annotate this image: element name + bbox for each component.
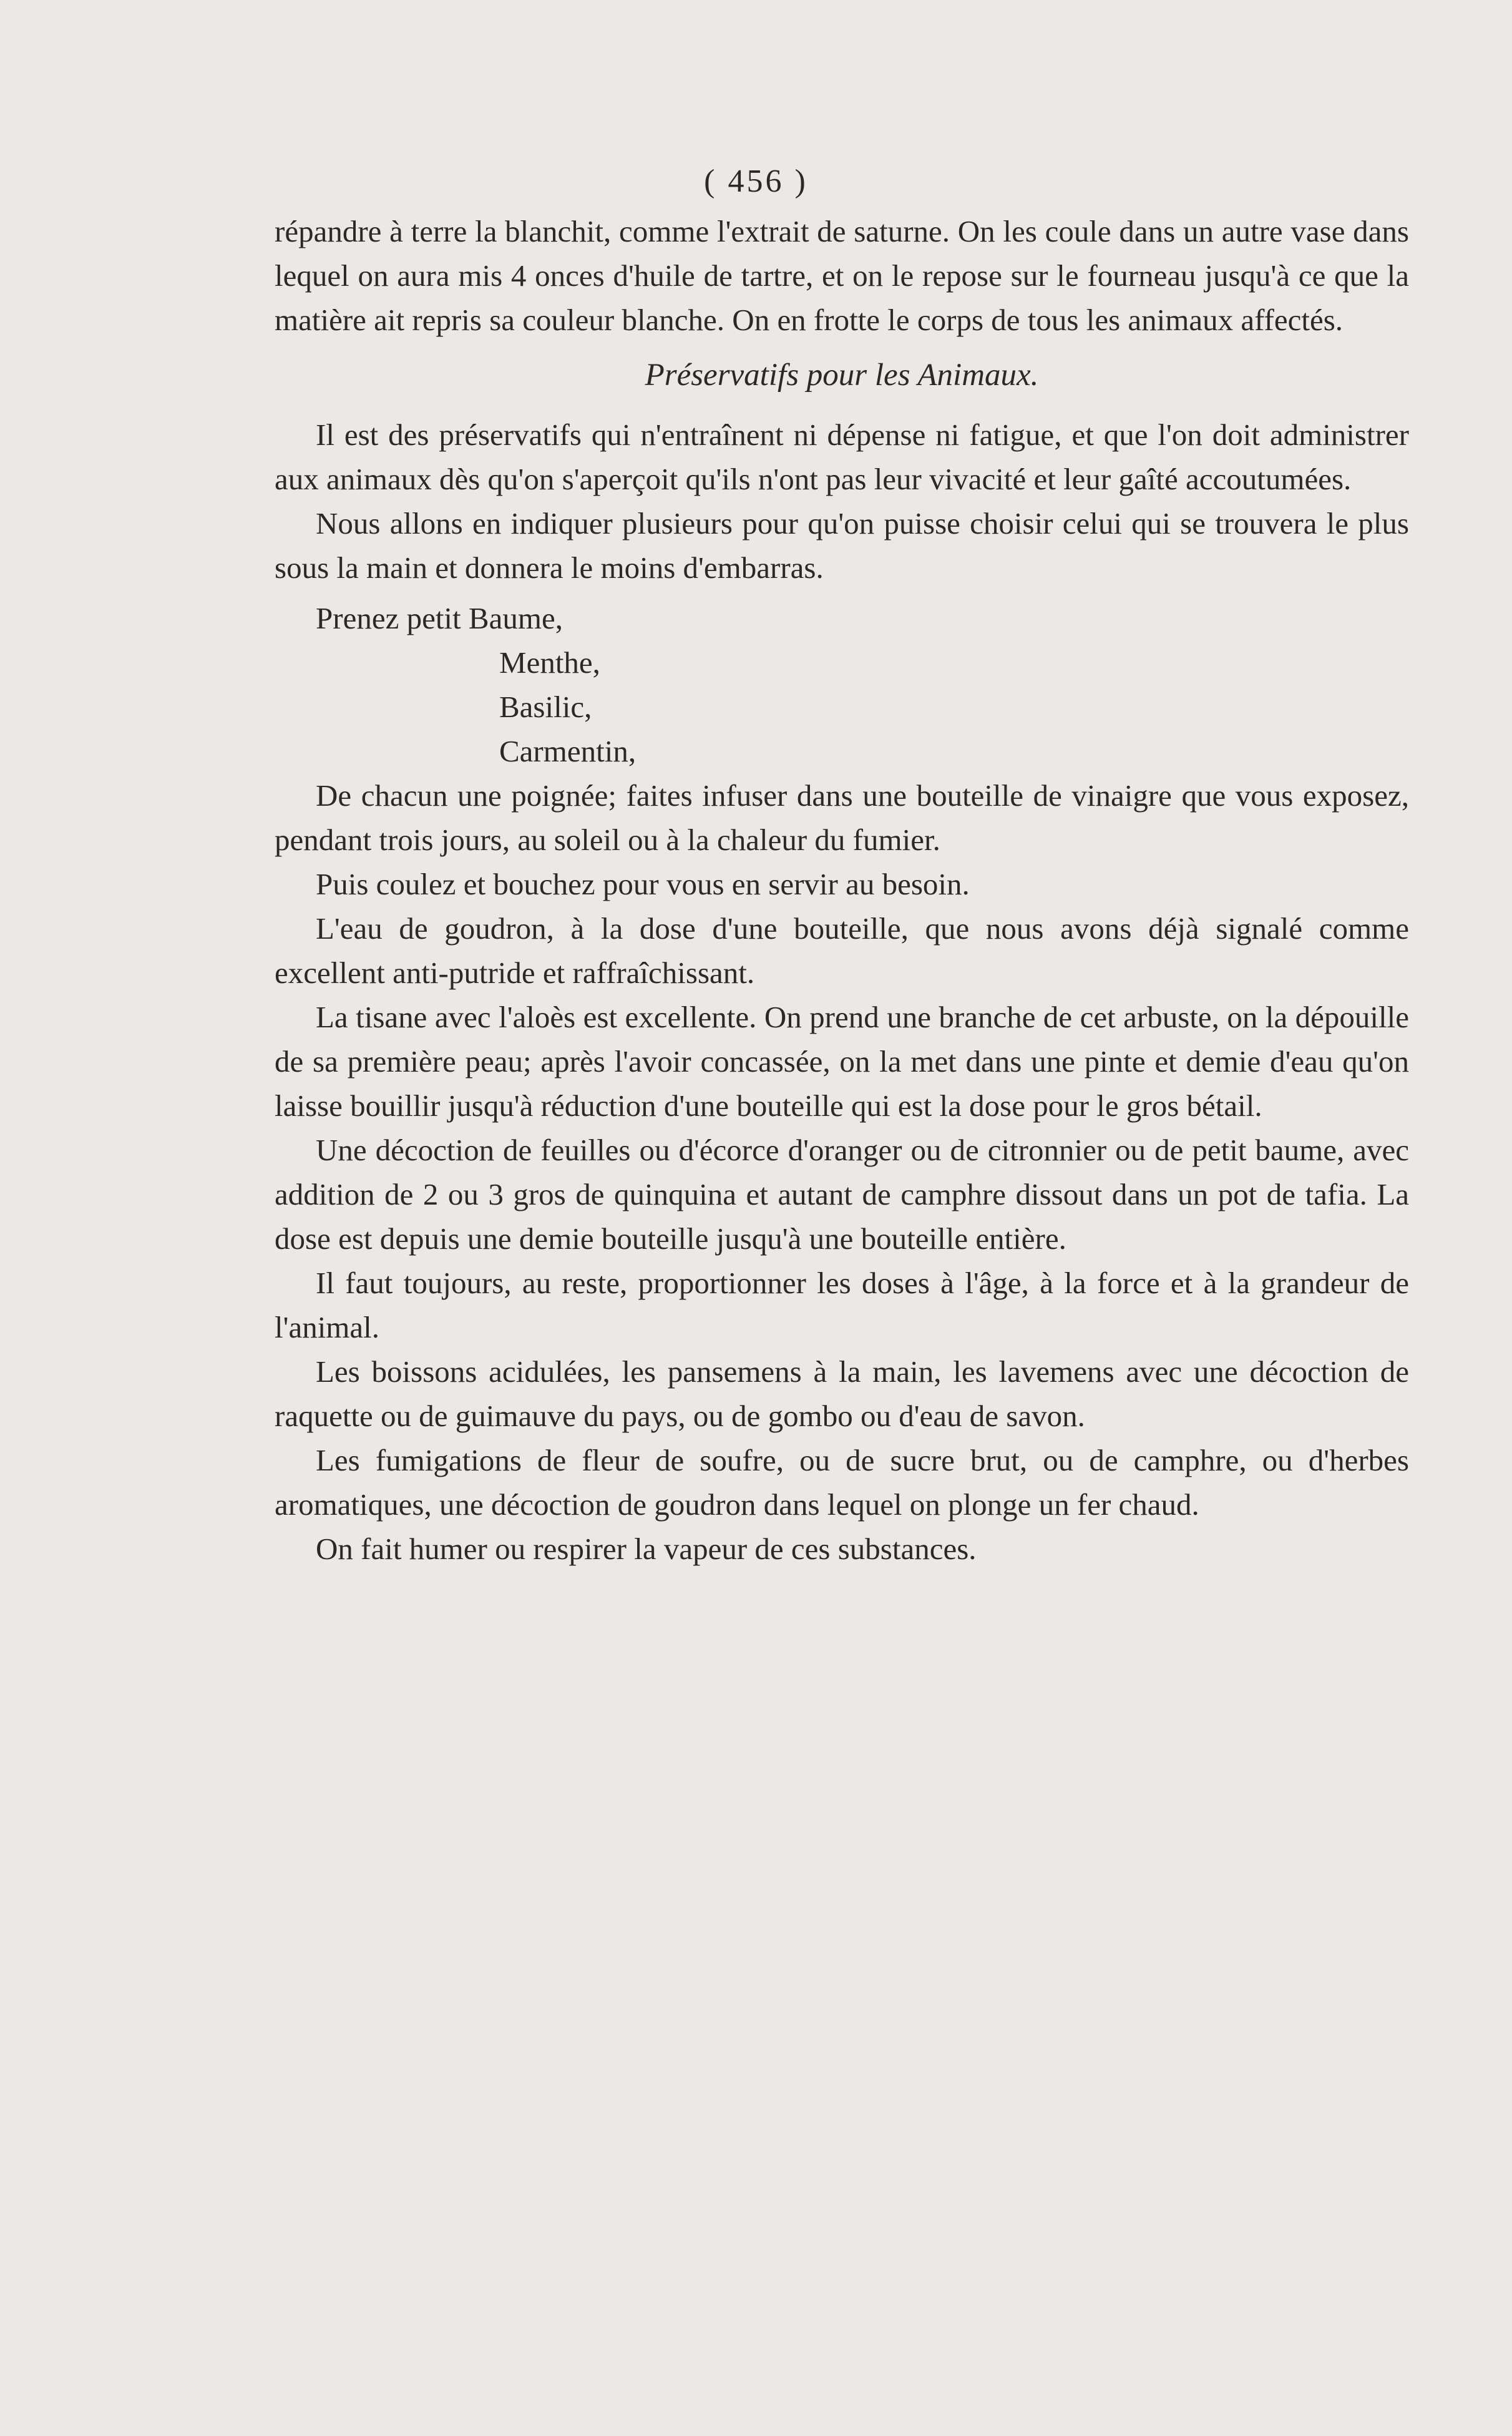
paragraph: Nous allons en indiquer plusieurs pour qu'on puisse choisir celui qui se trouvera le plus sous la main et donnera le moins d'embarras. xyxy=(275,506,1409,585)
paragraph: Il faut toujours, au reste, proportionner les doses à l'âge, à la force et à la grandeur de l'animal. xyxy=(275,1266,1409,1344)
ingredient-item: Carmentin, xyxy=(499,734,637,768)
ingredient-list xyxy=(275,596,1409,773)
ingredient-item: Basilic, xyxy=(499,690,592,724)
ingredient-intro: Prenez petit Baume, xyxy=(316,601,563,635)
paragraph: Il est des préservatifs qui n'entraînent ni dépense ni fatigue, et que l'on doit administrer aux animaux dès qu'on s'aperçoit qu'ils n'ont pas leur vivacité et leur gaîté accoutumées. xyxy=(275,418,1409,496)
paragraph: La tisane avec l'aloès est excellente. On prend une branche de cet arbuste, on la dépouille de sa première peau; après l'avoir concassée, on la met dans une pinte et demie d'eau qu'on laisse bouillir jusqu'à réduction d'une bouteille qui est la dose pour le gros bétail. xyxy=(275,1000,1409,1123)
page-number: ( 456 ) xyxy=(704,164,808,199)
body-text xyxy=(275,209,1409,1571)
paragraph: L'eau de goudron, à la dose d'une bouteille, que nous avons déjà signalé comme excellent anti-putride et raffraîchissant. xyxy=(275,911,1409,990)
paragraph: On fait humer ou respirer la vapeur de ces substances. xyxy=(316,1532,977,1566)
paragraph: De chacun une poignée; faites infuser dans une bouteille de vinaigre que vous exposez, pendant trois jours, au soleil ou à la chaleur du fumier. xyxy=(275,778,1409,857)
paragraph: Les fumigations de fleur de soufre, ou de sucre brut, ou de camphre, ou d'herbes aromatiques, une décoction de goudron dans lequel on plonge un fer chaud. xyxy=(275,1443,1409,1522)
ingredient-item: Menthe, xyxy=(499,645,600,680)
paragraph: Puis coulez et bouchez pour vous en servir au besoin. xyxy=(316,867,970,901)
paragraph: Une décoction de feuilles ou d'écorce d'oranger ou de citronnier ou de petit baume, avec addition de 2 ou 3 gros de quinquina et autant de camphre dissout dans un pot de tafia. La dose est depuis une demie bouteille jusqu'à une bouteille entière. xyxy=(275,1133,1409,1256)
section-heading: Préservatifs pour les Animaux. xyxy=(645,358,1039,393)
continuation-paragraph: répandre à terre la blanchit, comme l'extrait de saturne. On les coule dans un autre vase dans lequel on aura mis 4 onces d'huile de tartre, et on le repose sur le fourneau jusqu'à ce que la matière ait repris sa couleur blanche. On en frotte le corps de tous les animaux affectés. xyxy=(275,214,1409,337)
paragraph: Les boissons acidulées, les pansemens à la main, les lavemens avec une décoction de raquette ou de guimauve du pays, ou de gombo ou d'eau de savon. xyxy=(275,1354,1409,1433)
